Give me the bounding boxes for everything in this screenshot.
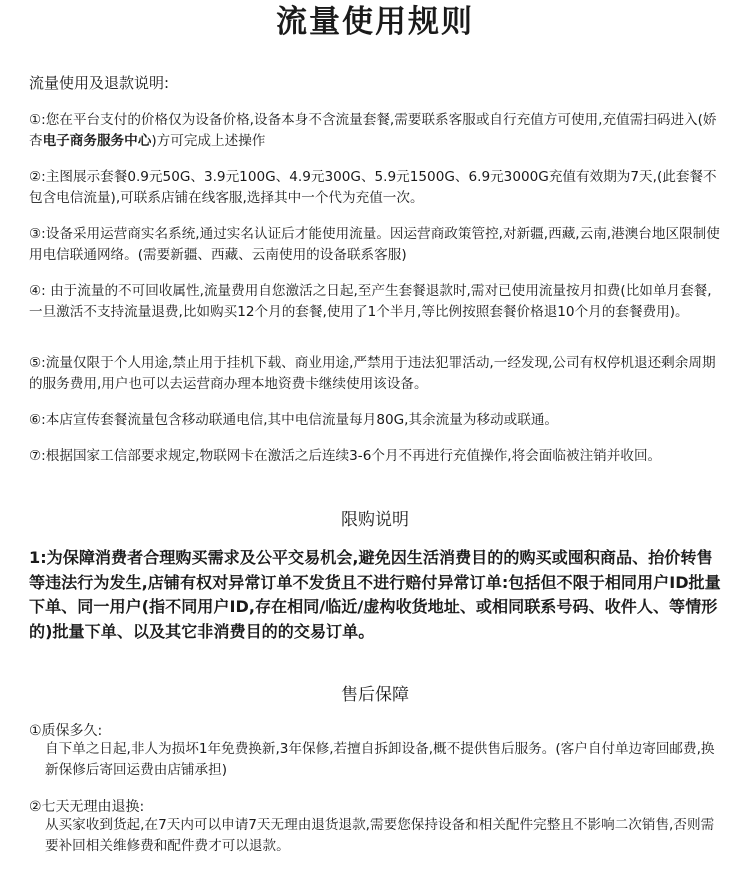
warranty-text: 自下单之日起,非人为损坏1年免费换新,3年保修,若擅自拆卸设备,概不提供售后服务。(客户自付单边寄回邮费,换新保修后寄回运费由店铺承担) [45, 741, 715, 778]
usage-rule-5: ⑤:流量仅限于个人用途,禁止用于挂机下载、商业用途,严禁用于违法犯罪活动,一经发现,公司有权停机退还剩余周期的服务费用,用户也可以去运营商办理本地资费卡继续使用该设备。 [29, 355, 716, 392]
usage-rule-2: ②:主图展示套餐0.9元50G、3.9元100G、4.9元300G、5.9元1500G、6.9元3000G充值有效期为7天,(此套餐不包含电信流量),可联系店铺在线客服,选择其中一个代为充值一次。 [29, 169, 717, 206]
limit-purchase-title: 限购说明 [341, 510, 409, 530]
usage-rule-7: ⑦:根据国家工信部要求规定,物联网卡在激活之后连续3-6个月不再进行充值操作,将会面临被注销并收回。 [29, 448, 662, 464]
usage-refund-heading: 流量使用及退款说明: [29, 74, 170, 92]
after-sale-title: 售后保障 [341, 685, 409, 705]
page-title: 流量使用规则 [276, 4, 474, 40]
usage-rule-3: ③:设备采用运营商实名系统,通过实名认证后才能使用流量。因运营商政策管控,对新疆,西藏,云南,港澳台地区限制使用电信联通网络。(需要新疆、西藏、云南使用的设备联系客服) [29, 226, 720, 263]
usage-rule-4: ④: 由于流量的不可回收属性,流量费用自您激活之日起,至产生套餐退款时,需对已使用流量按月扣费(比如单月套餐,一旦激活不支持流量退费,比如购买12个月的套餐,使用了1个半月,等比例按照套餐价格退10个月的套餐费用)。 [29, 283, 712, 320]
limit-purchase-rule: 1:为保障消费者合理购买需求及公平交易机会,避免因生活消费目的的购买或囤积商品、抬价转售等违法行为发生,店铺有权对异常订单不发货且不进行赔付异常订单:包括但不限于相同用户ID批量下单、同一用户(指不同用户ID,存在相同/临近/虚构收货地址、或相同联系号码、收件人、等情形的)批量下单、以及其它非消费目的的交易订单。 [29, 548, 721, 641]
service-center-name: 电子商务服务中心 [42, 133, 152, 149]
seven-day-return-heading: ②七天无理由退换: [29, 799, 145, 815]
usage-rule-1-end: )方可完成上述操作 [151, 133, 266, 149]
usage-rule-1-text: ①:您在平台支付的价格仅为设备价格,设备本身不含流量套餐,需要联系客服或自行充值方可使用,充值需扫码进入(娇杏 [29, 112, 717, 149]
warranty-heading: ①质保多久: [29, 723, 103, 739]
seven-day-return-text: 从买家收到货起,在7天内可以申请7天无理由退货退款,需要您保持设备和相关配件完整且不影响二次销售,否则需要补回相关维修费和配件费才可以退款。 [45, 817, 715, 854]
usage-rule-6: ⑥:本店宣传套餐流量包含移动联通电信,其中电信流量每月80G,其余流量为移动或联通。 [29, 412, 559, 428]
usage-rule-1 [29, 110, 723, 152]
